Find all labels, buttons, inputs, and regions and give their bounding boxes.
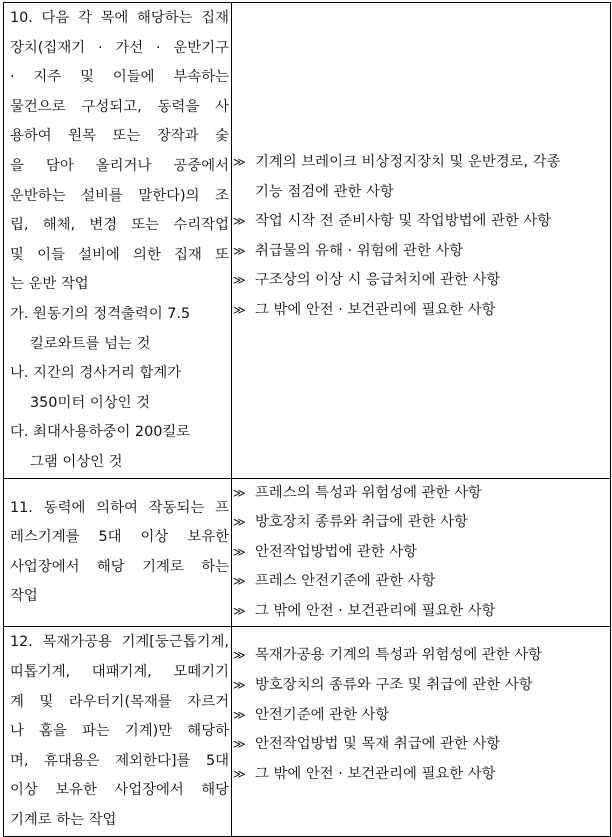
bullet-icon: ≫ (233, 678, 246, 693)
sub-item-na: 나. 지간의 경사거리 합계가 (10, 365, 182, 382)
list-item: ≫ 목재가공용 기계의 특성과 위험성에 관한 사항 (233, 641, 610, 671)
list-item: ≫ 방호장치의 종류와 구조 및 취급에 관한 사항 (233, 671, 610, 701)
text-line: 레스기계를 5대 이상 보유한 (10, 529, 229, 546)
bullet-icon: ≫ (233, 574, 246, 589)
text-line: · 지주 및 이들에 부속하는 (10, 69, 229, 86)
sub-item-da: 다. 최대사용하중이 200킬로 (10, 424, 191, 441)
education-content-table (3, 2, 611, 837)
list-item: ≫ 방호장치 종류와 취급에 관한 사항 (233, 508, 610, 538)
text-line: 11. 동력에 의하여 작동되는 프 (10, 499, 229, 516)
text-line: 계 및 라우터기(목재를 자르거 (10, 693, 229, 710)
list-item: ≫ 구조상의 이상 시 응급처치에 관한 사항 (233, 266, 610, 296)
list-item: ≫ 안전작업방법에 관한 사항 (233, 538, 610, 568)
list-item: ≫ 안전기준에 관한 사항 (233, 701, 610, 731)
education-items-cell (232, 3, 611, 479)
education-items-cell (232, 478, 611, 627)
sub-item-na-cont: 350미터 이상인 것 (30, 394, 151, 411)
list-item: ≫ 프레스 안전기준에 관한 사항 (233, 567, 610, 597)
text-line: 이상 보유한 사업장에서 해당 (10, 782, 229, 799)
bullet-icon: ≫ (233, 737, 246, 752)
text-line: 며, 휴대용은 제외한다]를 5대 (10, 752, 229, 769)
text-line: 장치(집재기 · 가선 · 운반기구 (10, 39, 229, 56)
list-item: ≫ 그 밖에 안전 · 보건관리에 필요한 사항 (233, 760, 610, 790)
bullet-icon: ≫ (233, 155, 246, 169)
bullet-icon: ≫ (233, 707, 246, 722)
text-line: 및 이들 설비에 의한 집재 또 (10, 246, 229, 263)
bullet-icon: ≫ (233, 515, 246, 530)
bullet-icon: ≫ (233, 603, 246, 618)
text-line: 띠톱기계, 대패기계, 모떼기기 (10, 664, 229, 681)
list-item: ≫ 그 밖에 안전 · 보건관리에 필요한 사항 (233, 296, 610, 326)
list-item: ≫ 안전작업방법 및 목재 취급에 관한 사항 (233, 730, 610, 760)
education-items-cell (232, 627, 611, 836)
bullet-icon: ≫ (233, 273, 246, 288)
text-line: 10. 다음 각 목에 해당하는 집재 (10, 10, 229, 26)
text-line: 나 홈을 파는 기계)만 해당하 (10, 723, 229, 740)
text-line: 사업장에서 해당 기계로 하는 (10, 558, 229, 575)
work-description-cell (4, 627, 232, 836)
sub-item-ga-cont: 킬로와트를 넘는 것 (30, 335, 151, 352)
text-line: 12. 목재가공용 기계[둥근톱기계, (10, 634, 229, 651)
text-line: 립, 해체, 변경 또는 수리작업 (10, 217, 229, 234)
text-line: 작업 (10, 588, 38, 605)
table-row (4, 478, 611, 627)
bullet-icon: ≫ (233, 766, 246, 781)
text-line: 운반하는 설비를 말한다)의 조 (10, 187, 229, 204)
bullet-icon: ≫ (233, 485, 246, 500)
sub-item-ga: 가. 원동기의 정격출력이 7.5 (10, 305, 191, 322)
text-line: 기계로 하는 작업 (10, 812, 117, 829)
list-item-cont: 기능 점검에 관한 사항 (255, 183, 394, 200)
bullet-icon: ≫ (233, 243, 246, 258)
text-line: 물건으로 구성되고, 동력을 사 (10, 98, 229, 115)
list-item: ≫ 그 밖에 안전 · 보건관리에 필요한 사항 (233, 597, 610, 627)
list-item: ≫ 프레스의 특성과 위험성에 관한 사항 (233, 479, 610, 509)
list-item: ≫ 작업 시작 전 준비사항 및 작업방법에 관한 사항 (233, 207, 610, 237)
text-line: 용하여 원목 또는 장작과 숯 (10, 128, 229, 145)
bullet-icon: ≫ (233, 214, 246, 229)
text-line: 는 운반 작업 (10, 276, 89, 293)
bullet-icon: ≫ (233, 544, 246, 559)
table-row (4, 627, 611, 836)
bullet-icon: ≫ (233, 648, 246, 663)
list-item: ≫ 기계의 브레이크 비상정지장치 및 운반경로, 각종 (233, 148, 610, 178)
sub-item-da-cont: 그램 이상인 것 (30, 453, 123, 470)
work-description-cell (4, 478, 232, 627)
list-item: ≫ 취급물의 유해 · 위험에 관한 사항 (233, 237, 610, 267)
text-line: 을 담아 올리거나 공중에서 (10, 157, 229, 174)
work-description-cell (4, 3, 232, 479)
table-row (4, 3, 611, 479)
bullet-icon: ≫ (233, 302, 246, 317)
